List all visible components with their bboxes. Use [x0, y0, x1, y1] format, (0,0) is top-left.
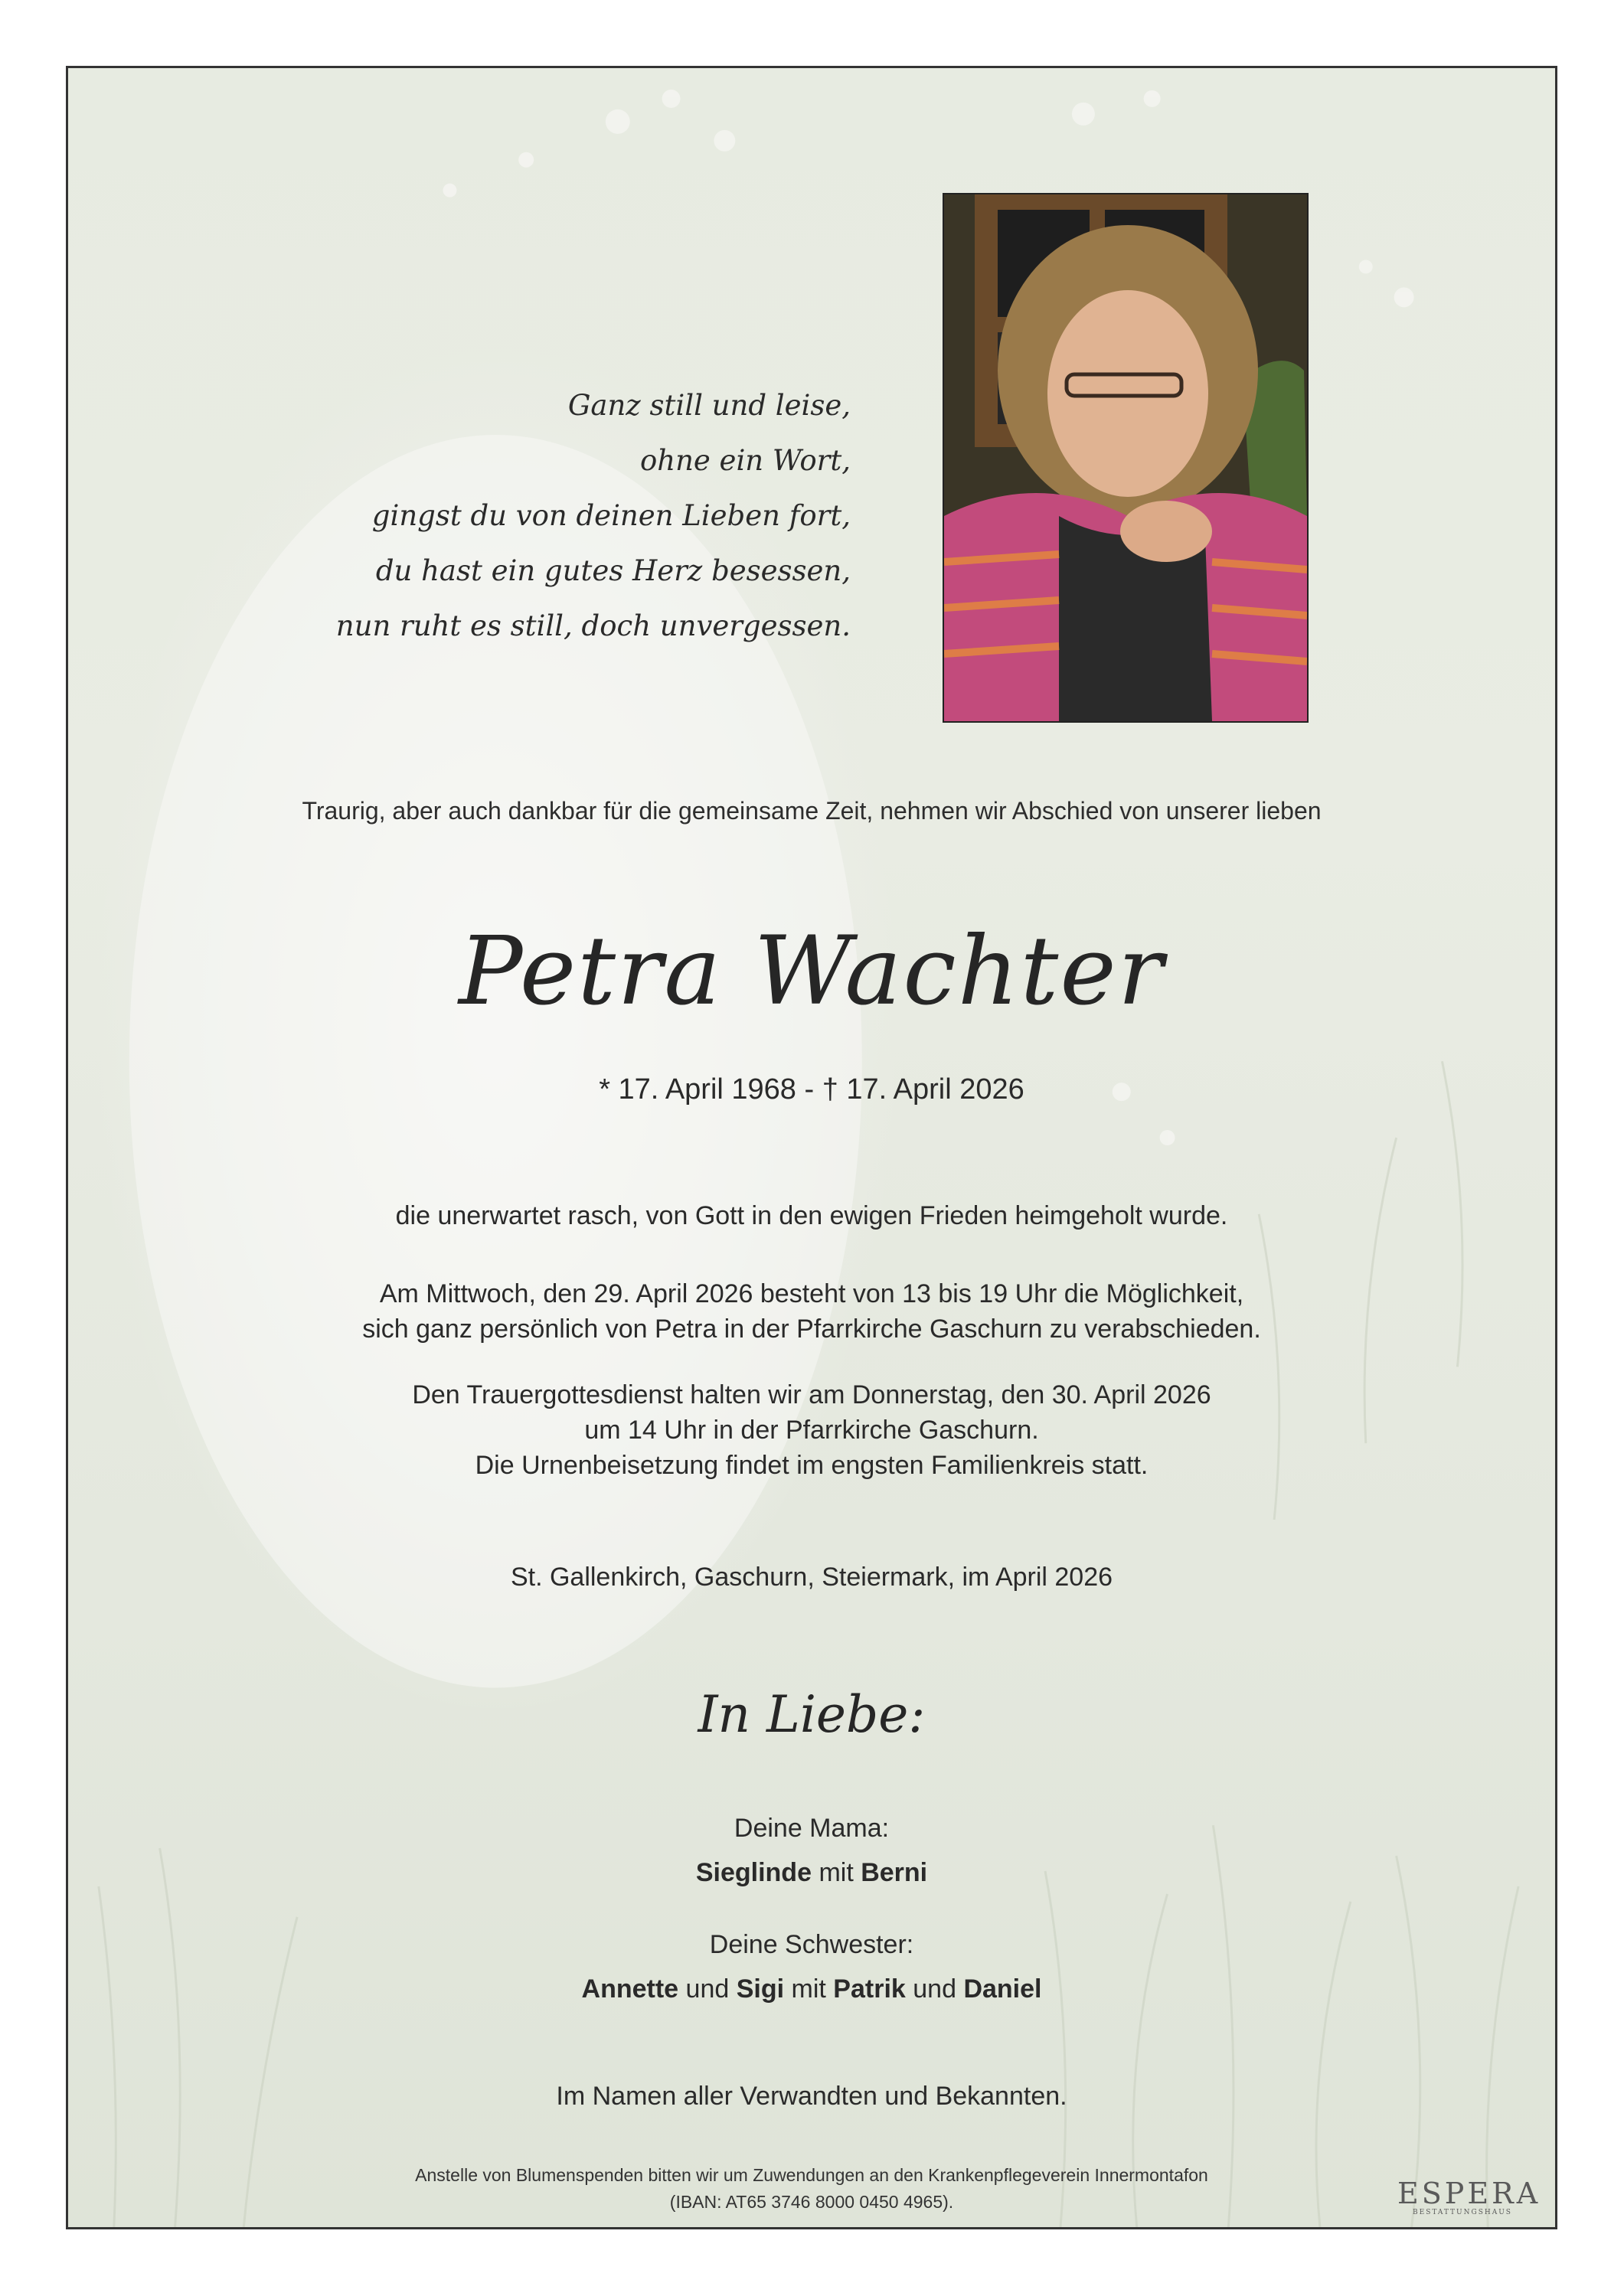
life-dates: * 17. April 1968 - † 17. April 2026 [599, 1073, 1024, 1106]
paragraph-line: Die Urnenbeisetzung findet im engsten Familienkreis statt. [475, 1451, 1149, 1480]
poem-line: du hast ein gutes Herz besessen, [375, 554, 851, 587]
footer-line: Anstelle von Blumenspenden bitten wir um Zuwendungen an den Krankenpflegeverein Innermontafon [415, 2165, 1208, 2185]
paragraph-funeral-service [68, 1377, 1555, 1483]
poem-line: Ganz still und leise, [567, 389, 851, 422]
poem-line: gingst du von deinen Lieben fort, [371, 499, 851, 532]
logo-subtitle: BESTATTUNGSHAUS [1413, 2209, 1512, 2216]
poem [269, 378, 851, 654]
footer-line: (IBAN: AT65 3746 8000 0450 4965). [669, 2192, 954, 2212]
paragraph-line: Den Trauergottesdienst halten wir am Donnerstag, den 30. April 2026 [412, 1380, 1211, 1409]
conjunction: mit [791, 1974, 826, 2004]
portrait-photo [943, 193, 1309, 723]
conjunction: und [685, 1974, 730, 2004]
in-liebe-heading: In Liebe: [698, 1685, 926, 1744]
family-name: Berni [861, 1858, 928, 1887]
family-name: Sigi [736, 1974, 785, 2004]
donation-note [68, 2162, 1555, 2216]
family-name: Patrik [833, 1974, 906, 2004]
sister-heading: Deine Schwester: [709, 1930, 914, 1959]
paragraph-line: sich ganz persönlich von Petra in der Pfarrkirche Gaschurn zu verabschieden. [362, 1315, 1261, 1344]
mama-heading: Deine Mama: [734, 1814, 890, 1843]
deceased-name: Petra Wachter [458, 916, 1165, 1027]
paragraph-passing: die unerwartet rasch, von Gott in den ewigen Frieden heimgeholt wurde. [395, 1201, 1228, 1230]
mama-names [68, 1858, 1555, 1888]
conjunction: und [913, 1974, 956, 2004]
poem-line: ohne ein Wort, [639, 444, 851, 477]
conjunction: mit [819, 1858, 854, 1887]
closing-text: Im Namen aller Verwandten und Bekannten. [556, 2082, 1067, 2111]
paragraph-farewell [68, 1276, 1555, 1347]
poem-line: nun ruht es still, doch unvergessen. [335, 609, 851, 642]
sister-names [68, 1974, 1555, 2004]
family-name: Annette [581, 1974, 679, 2004]
paragraph-line: Am Mittwoch, den 29. April 2026 besteht von 13 bis 19 Uhr die Möglichkeit, [379, 1279, 1244, 1308]
place-and-date: St. Gallenkirch, Gaschurn, Steiermark, im April 2026 [510, 1563, 1113, 1592]
espera-logo [1397, 2177, 1541, 2216]
paragraph-line: um 14 Uhr in der Pfarrkirche Gaschurn. [584, 1416, 1039, 1445]
logo-wordmark: ESPERA [1397, 2177, 1541, 2210]
family-name: Daniel [963, 1974, 1042, 2004]
intro-text: Traurig, aber auch dankbar für die gemeinsame Zeit, nehmen wir Abschied von unserer lieben [302, 797, 1322, 825]
family-name: Sieglinde [695, 1858, 812, 1887]
obituary-card [66, 66, 1557, 2229]
